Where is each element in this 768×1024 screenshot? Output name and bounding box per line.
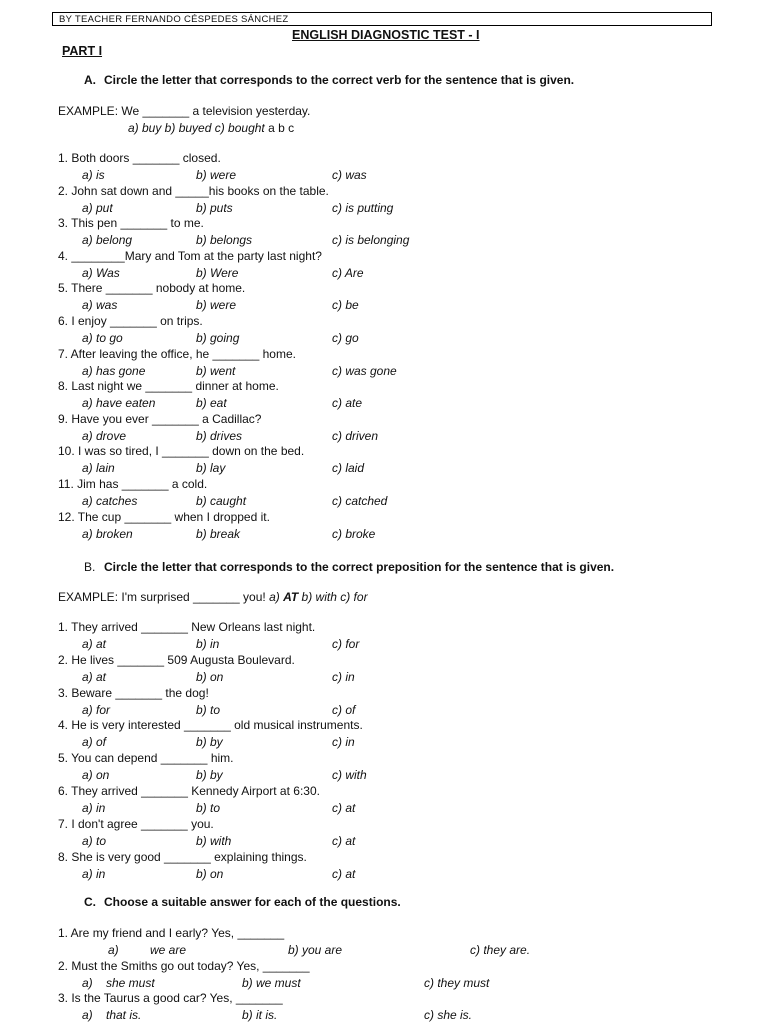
- option-c[interactable]: c) is putting: [332, 200, 394, 215]
- option-b[interactable]: b) Were: [196, 265, 239, 280]
- option-a[interactable]: a) to go: [82, 331, 123, 345]
- option-c[interactable]: c) catched: [332, 494, 388, 508]
- option-a-text[interactable]: she must: [106, 975, 155, 990]
- option-c[interactable]: c) at: [332, 801, 356, 815]
- question-text: 7. I don't agree _______ you.: [58, 816, 214, 831]
- question-text: 3. Is the Taurus a good car? Yes, _______: [58, 991, 283, 1005]
- question-text: 3. This pen _______ to me.: [58, 216, 204, 231]
- question-text: 3. Beware _______ the dog!: [58, 685, 209, 700]
- option-a[interactable]: a) Was: [82, 265, 120, 280]
- option-a[interactable]: a) in: [82, 866, 106, 881]
- question-text: 2. John sat down and _____his books on the table.: [58, 183, 329, 198]
- option-a[interactable]: a) lain: [82, 461, 115, 476]
- question-text: 6. They arrived _______ Kennedy Airport at 6:30.: [58, 784, 320, 798]
- option-c[interactable]: c) for: [332, 637, 360, 651]
- option-c[interactable]: c) they are.: [470, 943, 531, 957]
- section-b-example-rest: b) with c) for: [301, 590, 368, 604]
- option-b[interactable]: b) went: [196, 363, 236, 378]
- option-b[interactable]: b) on: [196, 669, 224, 684]
- section-b-instruction: Circle the letter that corresponds to the correct preposition for the sentence that is given.: [104, 560, 615, 574]
- option-c[interactable]: c) at: [332, 833, 356, 848]
- section-b-letter: B.: [84, 560, 96, 574]
- section-a-example: EXAMPLE: We _______ a television yesterday.: [58, 104, 311, 118]
- option-b[interactable]: b) we must: [242, 975, 301, 990]
- option-a[interactable]: a) has gone: [82, 363, 146, 378]
- option-a-text[interactable]: that is.: [106, 1008, 142, 1022]
- option-c[interactable]: c) of: [332, 702, 356, 717]
- section-b-example-row: [58, 590, 368, 604]
- author-line: BY TEACHER FERNANDO CÉSPEDES SÁNCHEZ: [59, 14, 289, 25]
- option-a[interactable]: a) to: [82, 833, 107, 848]
- option-b[interactable]: b) on: [196, 866, 224, 881]
- option-c[interactable]: c) go: [332, 331, 359, 345]
- option-c[interactable]: c) is belonging: [332, 233, 410, 248]
- option-c[interactable]: c) be: [332, 298, 359, 313]
- option-a[interactable]: a): [82, 1008, 93, 1022]
- question-text: 5. You can depend _______ him.: [58, 751, 234, 766]
- option-a-text[interactable]: we are: [150, 943, 187, 957]
- option-b[interactable]: b) were: [196, 298, 237, 313]
- question-text: 8. She is very good _______ explaining things.: [58, 849, 307, 864]
- option-b[interactable]: b) break: [196, 526, 241, 541]
- option-a[interactable]: a): [108, 943, 119, 957]
- option-b[interactable]: b) to: [196, 801, 221, 815]
- option-b[interactable]: b) belongs: [196, 233, 253, 248]
- option-a[interactable]: a) of: [82, 735, 107, 750]
- option-c[interactable]: c) they must: [424, 975, 490, 990]
- question-text: 7. After leaving the office, he _______ home.: [58, 346, 296, 361]
- part-heading: PART I: [62, 44, 103, 58]
- option-a[interactable]: a) broken: [82, 526, 133, 541]
- option-b[interactable]: b) by: [196, 768, 223, 783]
- option-a[interactable]: a): [82, 975, 93, 990]
- question-text: 2. Must the Smiths go out today? Yes, _______: [58, 958, 310, 973]
- option-b[interactable]: b) were: [196, 168, 237, 182]
- option-b[interactable]: b) puts: [196, 200, 233, 215]
- author-header-box: [52, 12, 712, 26]
- option-c[interactable]: c) in: [332, 735, 355, 750]
- option-c[interactable]: c) in: [332, 669, 355, 684]
- option-b[interactable]: b) to: [196, 702, 221, 717]
- section-c-instruction: Choose a suitable answer for each of the questions.: [104, 895, 401, 909]
- option-b[interactable]: b) in: [196, 637, 220, 651]
- document-title: ENGLISH DIAGNOSTIC TEST - I: [292, 28, 480, 42]
- question-text: 12. The cup _______ when I dropped it.: [58, 509, 270, 524]
- option-b[interactable]: b) eat: [196, 396, 227, 411]
- option-a[interactable]: a) have eaten: [82, 396, 156, 411]
- question-text: 5. There _______ nobody at home.: [58, 281, 246, 296]
- option-b[interactable]: b) going: [196, 331, 240, 345]
- option-c[interactable]: c) she is.: [424, 1008, 473, 1022]
- option-b[interactable]: b) by: [196, 735, 223, 750]
- section-a-letter: A.: [84, 73, 96, 87]
- section-a-example-options: a) buy b) buyed c) bought: [128, 121, 265, 135]
- option-a[interactable]: a) is: [82, 168, 105, 182]
- section-a-instruction: Circle the letter that corresponds to the correct verb for the sentence that is given.: [104, 73, 575, 87]
- section-a-example-options-row: [128, 121, 294, 135]
- question-text: 8. Last night we _______ dinner at home.: [58, 379, 279, 394]
- section-a-example-tail: a b c: [268, 121, 295, 135]
- option-a[interactable]: a) at: [82, 669, 107, 684]
- option-c[interactable]: c) Are: [332, 265, 364, 280]
- question-text: 9. Have you ever _______ a Cadillac?: [58, 411, 262, 426]
- option-a[interactable]: a) belong: [82, 233, 133, 248]
- option-c[interactable]: c) broke: [332, 526, 376, 541]
- option-b[interactable]: b) lay: [196, 461, 226, 476]
- question-text: 1. They arrived _______ New Orleans last night.: [58, 620, 316, 634]
- option-c[interactable]: c) driven: [332, 428, 379, 443]
- option-a[interactable]: a) at: [82, 637, 107, 651]
- option-a[interactable]: a) on: [82, 768, 110, 783]
- question-text: 1. Are my friend and I early? Yes, _______: [58, 926, 285, 940]
- option-b[interactable]: b) you are: [288, 943, 343, 957]
- question-text: 4. He is very interested _______ old musical instruments.: [58, 718, 363, 733]
- option-b[interactable]: b) caught: [196, 494, 247, 508]
- question-text: 6. I enjoy _______ on trips.: [58, 314, 203, 328]
- section-b-example-a: a): [269, 590, 280, 604]
- option-c[interactable]: c) with: [332, 768, 367, 783]
- option-a[interactable]: a) for: [82, 702, 111, 717]
- option-a[interactable]: a) in: [82, 801, 106, 815]
- question-text: 1. Both doors _______ closed.: [58, 151, 221, 165]
- option-b[interactable]: b) with: [196, 833, 232, 848]
- option-a[interactable]: a) drove: [82, 428, 127, 443]
- option-c[interactable]: c) at: [332, 866, 356, 881]
- question-text: 11. Jim has _______ a cold.: [58, 477, 208, 491]
- option-c[interactable]: c) laid: [332, 461, 365, 476]
- section-c-letter: C.: [84, 895, 96, 909]
- option-a[interactable]: a) put: [82, 200, 113, 215]
- option-c[interactable]: c) was: [332, 168, 367, 182]
- question-text: 10. I was so tired, I _______ down on the bed.: [58, 444, 305, 459]
- question-text: 4. ________Mary and Tom at the party last night?: [58, 248, 322, 263]
- question-text: 2. He lives _______ 509 Augusta Boulevard.: [58, 652, 295, 667]
- option-b[interactable]: b) it is.: [242, 1008, 278, 1022]
- section-b-example-prefix: EXAMPLE: I'm surprised _______ you!: [58, 590, 266, 604]
- option-c[interactable]: c) was gone: [332, 363, 397, 378]
- option-b[interactable]: b) drives: [196, 428, 243, 443]
- option-c[interactable]: c) ate: [332, 396, 363, 411]
- option-a[interactable]: a) catches: [82, 494, 138, 508]
- section-b-example-answer: AT: [283, 590, 299, 604]
- option-a[interactable]: a) was: [82, 298, 118, 313]
